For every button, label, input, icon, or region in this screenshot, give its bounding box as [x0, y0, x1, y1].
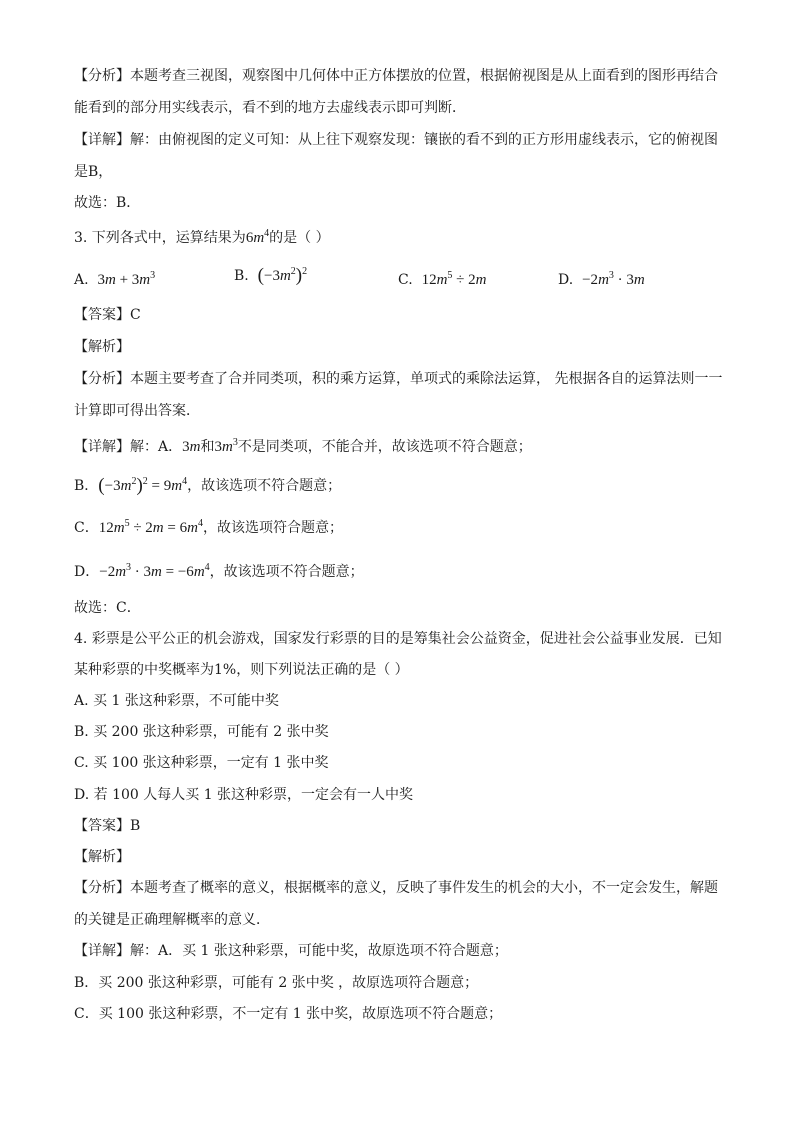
- analysis-tag: 【分析】: [74, 371, 130, 387]
- q3-analysis-line1: [74, 369, 724, 389]
- option-d-expression: $-2m^3 \cdot 3m$: [582, 270, 645, 288]
- q3-stem-expression: $6m^4$: [245, 228, 270, 246]
- q2-detail-line2: 是B，: [74, 164, 113, 180]
- q4-option-d[interactable]: D. 若 100 人每人买 1 张这种彩票，一定会有一人中奖: [74, 787, 414, 803]
- q4-jiexi-tag: 【解析】: [74, 849, 130, 865]
- q3-detail-c-post: ，故该选项符合题意；: [202, 520, 343, 536]
- detail-tag: 【详解】: [74, 943, 130, 959]
- q3-option-a[interactable]: [74, 270, 155, 290]
- q2-analysis-line1: [74, 66, 724, 86]
- q3-analysis-text: 本题主要考查了合并同类项，积的乘方运算，单项式的乘除法运算， 先根据各自的运算法则一一: [130, 371, 723, 387]
- q3-detail-b: [74, 476, 724, 496]
- answer-tag: 【答案】: [74, 818, 130, 834]
- q3-detail-c-label: C．: [74, 520, 99, 536]
- q3-detail-a-pre: 解：A．: [130, 439, 183, 455]
- q4-detail-b: B．买 200 张这种彩票，可能有 2 张中奖 ，故原选项符合题意；: [74, 975, 479, 991]
- q3-detail-d: [74, 562, 724, 582]
- option-c-expression: $12m^5 \div 2m$: [421, 270, 487, 288]
- q3-detail-d-expr: $-2m^3 \cdot 3m = -6m^4$: [99, 562, 210, 580]
- option-a-expression: $3m + 3m^3$: [97, 270, 156, 288]
- q4-stem-line2: 某种彩票的中奖概率为1%，则下列说法正确的是（ ）: [74, 662, 409, 678]
- q3-detail-b-label: B．: [74, 478, 99, 494]
- option-a-label: A.: [74, 272, 89, 288]
- detail-tag: 【详解】: [74, 132, 130, 148]
- q4-option-b[interactable]: B. 买 200 张这种彩票，可能有 2 张中奖: [74, 724, 329, 740]
- q3-stem: [74, 228, 724, 248]
- q3-detail-c-expr: $12m^5 \div 2m = 6m^4$: [98, 518, 203, 536]
- answer-tag: 【答案】: [74, 307, 130, 323]
- q4-option-a[interactable]: A. 买 1 张这种彩票，不可能中奖: [74, 693, 279, 709]
- q2-analysis-text: 本题考查三视图，观察图中几何体中正方体摆放的位置，根据俯视图是从上面看到的图形再结合: [130, 68, 718, 84]
- q2-detail-text: 解：由俯视图的定义可知：从上往下观察发现：镶嵌的看不到的正方形用虚线表示，它的俯视图: [130, 132, 718, 148]
- q3-option-d[interactable]: [558, 270, 645, 290]
- q3-analysis-line2: 计算即可得出答案．: [74, 403, 200, 419]
- detail-tag: 【详解】: [74, 439, 130, 455]
- q4-answer-value: B: [130, 818, 141, 834]
- q3-conclusion: 故选：C．: [74, 600, 141, 616]
- q4-option-c[interactable]: C. 买 100 张这种彩票，一定有 1 张中奖: [74, 755, 329, 771]
- q4-analysis-line1: [74, 878, 724, 898]
- q3-detail-c: [74, 518, 724, 538]
- q3-detail-a-post: 不是同类项，不能合并，故该选项不符合题意；: [237, 439, 532, 455]
- q3-answer: [74, 305, 724, 325]
- analysis-tag: 【分析】: [74, 68, 130, 84]
- q3-detail-d-post: ，故该选项不符合题意；: [209, 564, 364, 580]
- q3-option-b[interactable]: [234, 266, 307, 286]
- q2-conclusion: 故选：B．: [74, 195, 141, 211]
- q3-detail-b-post: ，故该选项不符合题意；: [187, 478, 342, 494]
- q3-jiexi-tag: 【解析】: [74, 339, 130, 355]
- q3-stem-post: 的是（ ）: [269, 230, 330, 246]
- q3-option-c[interactable]: [398, 270, 487, 290]
- q4-answer: [74, 816, 724, 836]
- q4-detail-c: C．买 100 张这种彩票，不一定有 1 张中奖，故原选项不符合题意；: [74, 1006, 503, 1022]
- option-b-expression: $(-3m^2)^2$: [257, 265, 308, 286]
- q2-detail-line1: [74, 130, 724, 150]
- q4-detail-a-text: 解：A．买 1 张这种彩票，可能中奖，故原选项不符合题意；: [130, 943, 508, 959]
- q3-stem-pre: 3. 下列各式中，运算结果为: [74, 230, 246, 246]
- option-c-label: C.: [398, 272, 413, 288]
- q4-analysis-text: 本题考查了概率的意义，根据概率的意义，反映了事件发生的机会的大小，不一定会发生，解题: [130, 880, 718, 896]
- q4-detail-a: [74, 941, 724, 961]
- analysis-tag: 【分析】: [74, 880, 130, 896]
- q2-analysis-line2: 能看到的部分用实线表示，看不到的地方去虚线表示即可判断．: [74, 100, 466, 116]
- q3-detail-a-expr2: $3m^3$: [214, 437, 238, 455]
- q3-detail-b-expr: $(-3m^2)^2 = 9m^4$: [98, 475, 188, 496]
- option-b-label: B.: [234, 268, 249, 284]
- q3-detail-d-label: D．: [74, 564, 100, 580]
- q3-detail-a-mid: 和: [200, 439, 215, 455]
- q4-analysis-line2: 的关键是正确理解概率的意义．: [74, 912, 270, 928]
- option-d-label: D.: [558, 272, 574, 288]
- q3-answer-value: C: [130, 307, 141, 323]
- q4-stem-line1: 4. 彩票是公平公正的机会游戏，国家发行彩票的目的是筹集社会公益资金，促进社会公益事业发展．已知: [74, 631, 722, 647]
- q3-detail-a: [74, 437, 724, 457]
- q3-detail-a-expr1: 3m: [182, 439, 201, 455]
